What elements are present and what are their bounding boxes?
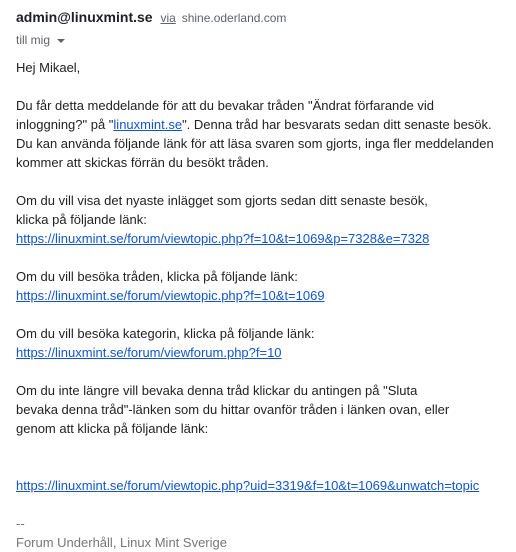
thread-paragraph (16, 267, 506, 305)
thread-text: Om du vill besöka tråden, klicka på följande länk: (16, 269, 298, 284)
via-domain: shine.oderland.com (181, 11, 287, 25)
unwatch-text-1: Om du inte längre vill bevaka denna tråd klickar du antingen på "Sluta (16, 383, 418, 398)
unwatch-text-3: genom att klicka på följande länk: (16, 421, 209, 436)
unwatch-paragraph-link (16, 476, 506, 495)
category-link[interactable]: https://linuxmint.se/forum/viewforum.php?f=10 (16, 345, 282, 360)
thread-link[interactable]: https://linuxmint.se/forum/viewtopic.php?f=10&t=1069 (16, 288, 325, 303)
signature: Forum Underhåll, Linux Mint Sverige (16, 535, 227, 550)
newest-post-text-1: Om du vill visa det nyaste inlägget som gjorts sedan ditt senaste besök, (16, 193, 428, 208)
signature-block (16, 514, 506, 552)
category-text: Om du vill besöka kategorin, klicka på följande länk: (16, 326, 315, 341)
email-body (16, 58, 506, 552)
site-link[interactable]: linuxmint.se (113, 117, 183, 132)
newest-post-link[interactable]: https://linuxmint.se/forum/viewtopic.php?f=10&t=1069&p=7328&e=7328 (16, 231, 430, 246)
recipient-details-toggle[interactable] (16, 33, 506, 47)
newest-post-text-2: klicka på följande länk: (16, 212, 147, 227)
recipient-label: till mig (16, 33, 51, 47)
newest-post-paragraph (16, 191, 506, 248)
signature-dashes: -- (16, 516, 25, 531)
intro-text-1: Du får detta meddelande för att du bevakar tråden "Ändrat förfarande vid inloggning?" på " (16, 98, 434, 132)
greeting: Hej Mikael, (16, 60, 81, 75)
sender-address[interactable]: admin@linuxmint.se (16, 9, 153, 25)
via-link[interactable]: via (160, 11, 176, 25)
email-header (16, 8, 506, 47)
chevron-down-icon[interactable] (57, 39, 65, 43)
intro-paragraph (16, 96, 506, 172)
intro-text-2: ". Denna tråd har besvarats sedan ditt senaste besök. Du kan använda följande länk för att läsa svaren som gjorts, inga fler meddelanden kommer att skickas förrän du besökt tråden. (16, 117, 494, 170)
unwatch-text-2: bevaka denna tråd"-länken som du hittar ovanför tråden i länken ovan, eller (16, 402, 450, 417)
category-paragraph (16, 324, 506, 362)
unwatch-link[interactable]: https://linuxmint.se/forum/viewtopic.php?uid=3319&f=10&t=1069&unwatch=topic (16, 478, 480, 493)
sender-line (16, 8, 506, 27)
unwatch-paragraph (16, 381, 506, 438)
